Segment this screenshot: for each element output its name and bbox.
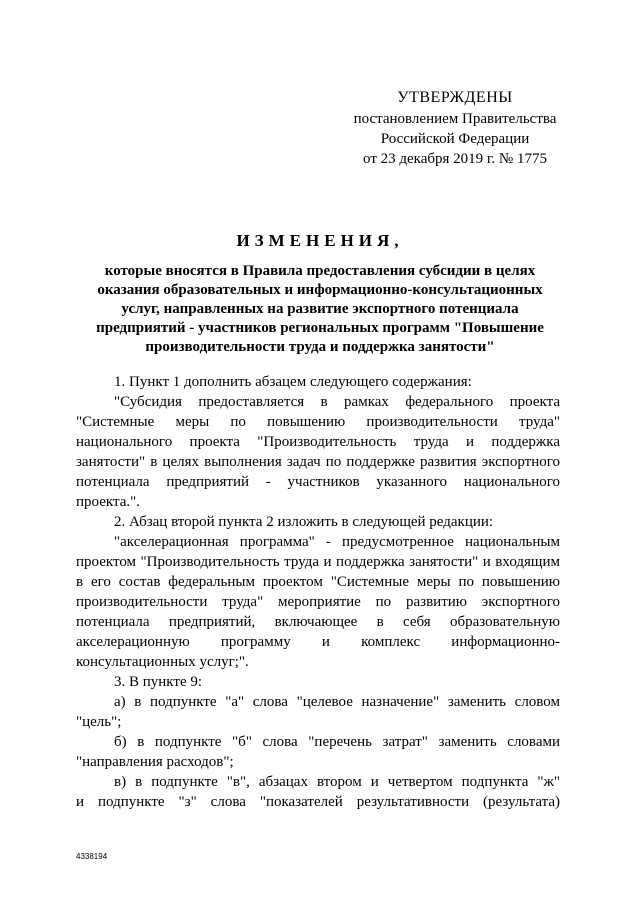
body-line: "Системные меры по повышению производительности труда" [76,414,560,430]
body-line: потенциала предприятий, включающее в себя образовательную [76,614,560,630]
document-code: 4338194 [76,852,108,861]
subtitle-line: оказания образовательных и информационно-консультационных [97,282,543,298]
body-line: занятости" в целях выполнения задач по поддержке развития экспортного [76,454,560,470]
document-subtitle [85,262,555,357]
approval-line: постановлением Правительства [353,111,557,127]
approval-block [330,88,580,169]
approval-line: Российской Федерации [380,131,530,147]
body-line: проектом "Производительность труда и поддержка занятости" и входящим [76,554,560,570]
subtitle-line: которые вносятся в Правила предоставления субсидии в целях [104,263,536,279]
body-line: производительности труда" мероприятие по развитию экспортного [76,594,560,610]
body-line: "Субсидия предоставляется в рамках федерального проекта [114,394,560,410]
subtitle-line: предприятий - участников региональных программ "Повышение [96,320,544,336]
body-line: 2. Абзац второй пункта 2 изложить в следующей редакции: [114,514,494,530]
body-line: в его состав федеральным проектом "Системные меры по повышению [76,574,560,590]
document-title: ИЗМЕНЕНИЯ, [236,231,404,250]
body-line: 1. Пункт 1 дополнить абзацем следующего содержания: [114,374,472,390]
body-line: в) в подпункте "в", абзацах втором и четвертом подпункта "ж" [114,774,560,790]
body-line: "акселерационная программа" - предусмотренное национальным [114,534,560,550]
body-line: 3. В пункте 9: [114,674,203,690]
body-line: потенциала предприятий - участников указанного национального [76,474,560,490]
body-line: консультационных услуг;". [76,654,249,670]
body-line: акселерационную программу и комплекс информационно- [76,634,560,650]
body-line: проекта.". [76,494,140,510]
body-line: национального проекта "Производительность труда и поддержка [76,434,560,450]
subtitle-line: производительности труда и поддержка занятости" [145,339,495,355]
body-line: и подпункте "з" слова "показателей результативности (результата) [76,794,560,810]
approval-heading: УТВЕРЖДЕНЫ [397,89,513,106]
body-line: "цель"; [76,714,122,730]
body-line: а) в подпункте "а" слова "целевое назначение" заменить словом [114,694,560,710]
document-body [76,372,560,812]
approval-date-number: от 23 декабря 2019 г. № 1775 [363,151,547,167]
body-line: б) в подпункте "б" слова "перечень затрат" заменить словами [114,734,560,750]
body-line: "направления расходов"; [76,754,234,770]
subtitle-line: услуг, направленных на развитие экспортного потенциала [121,301,519,317]
